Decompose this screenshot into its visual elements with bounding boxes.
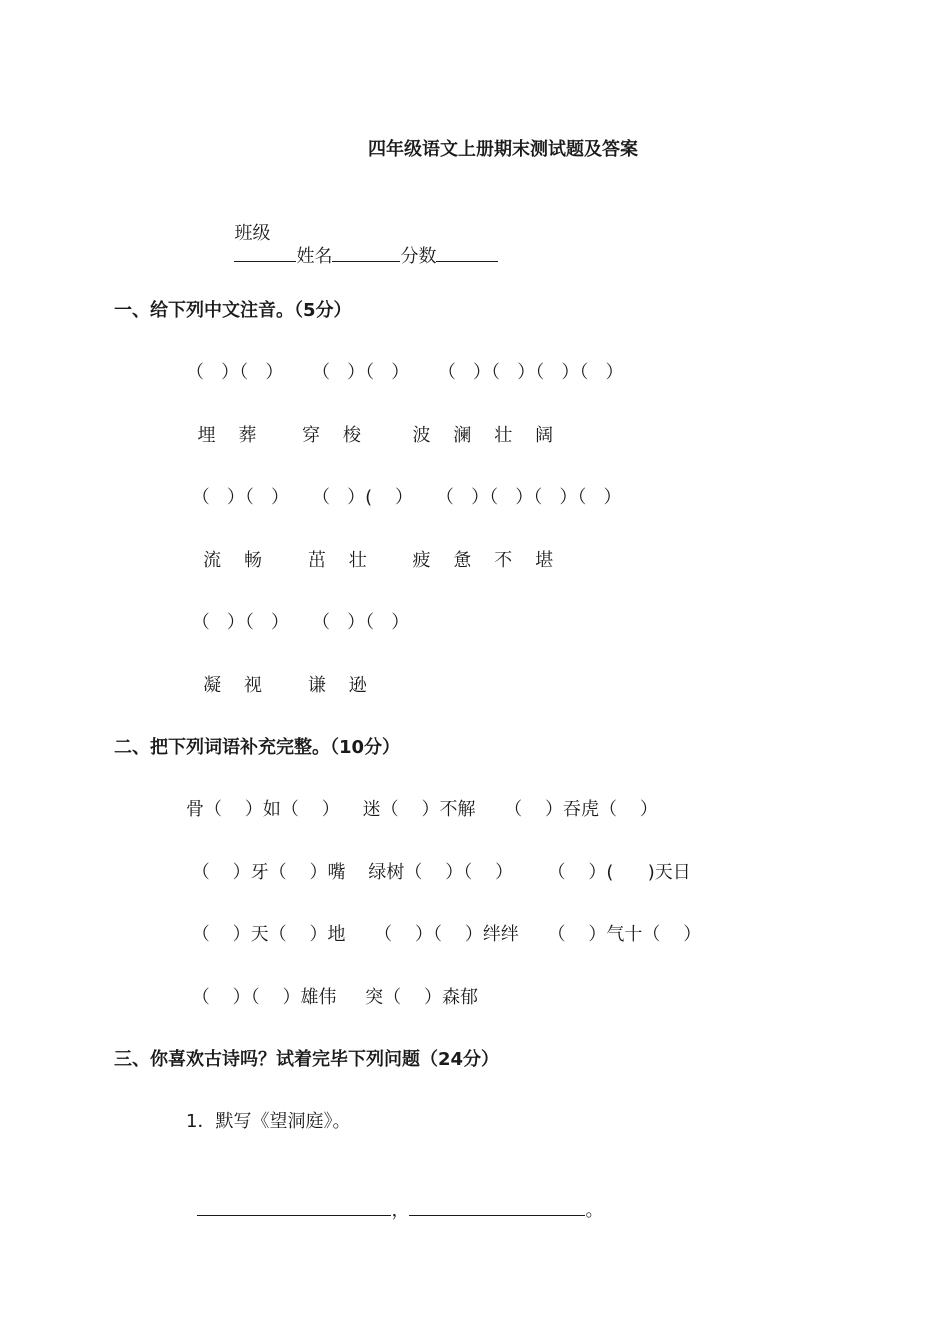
idiom-row: （ ）（ ）雄伟 突（ ）森郁 xyxy=(186,987,478,1008)
page-title: 四年级语文上册期末测试题及答案 xyxy=(368,139,638,160)
comma: ， xyxy=(391,1200,410,1221)
class-blank xyxy=(234,245,296,262)
word-row: 埋 葬 穿 梭 波 澜 壮 阔 xyxy=(186,425,554,446)
idiom-row: （ ）天（ ）地 （ ）（ ）绊绊 （ ）气十（ ） xyxy=(186,924,702,945)
poem-answer-lines xyxy=(186,1177,603,1222)
name-blank xyxy=(332,245,400,262)
section3-heading: 三、你喜欢古诗吗？试着完毕下列问题（24分） xyxy=(114,1049,500,1070)
period: 。 xyxy=(585,1200,604,1221)
score-blank xyxy=(436,245,498,262)
name-label: 姓名 xyxy=(296,246,333,267)
pinyin-blank-row: （ ）（ ） （ ）( ） （ ）（ ）（ ）（ ） xyxy=(186,487,622,508)
answer-blank-2 xyxy=(409,1199,585,1216)
word-row: 凝 视 谦 逊 xyxy=(186,675,367,696)
section1-heading: 一、给下列中文注音。（5分） xyxy=(114,300,352,321)
student-info-line xyxy=(223,201,498,268)
section2-heading: 二、把下列词语补充完整。（10分） xyxy=(114,737,401,758)
score-label: 分数 xyxy=(400,246,437,267)
class-label: 班级 xyxy=(234,223,271,244)
pinyin-blank-row: （ ）（ ） （ ）（ ） xyxy=(186,612,410,633)
pinyin-blank-row: （ ）（ ） （ ）（ ） （ ）（ ）（ ）（ ） xyxy=(186,362,624,383)
idiom-row: 骨（ ）如（ ） 迷（ ）不解 （ ）吞虎（ ） xyxy=(186,799,658,820)
word-row: 流 畅 茁 壮 疲 惫 不 堪 xyxy=(186,550,554,571)
idiom-row: （ ）牙（ ）嘴 绿树（ ）（ ） （ ）( )天日 xyxy=(186,862,691,883)
question-1: 1．默写《望洞庭》。 xyxy=(186,1111,351,1132)
answer-blank-1 xyxy=(197,1199,391,1216)
